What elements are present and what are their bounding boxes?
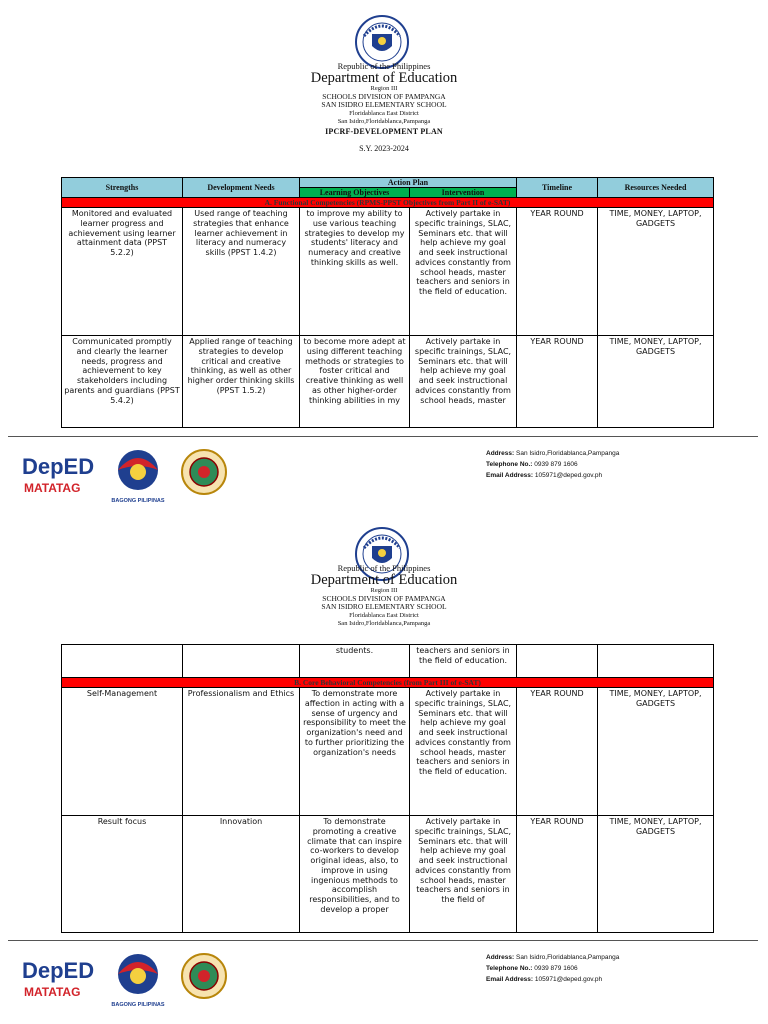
table-row [62,816,714,933]
phone-value: 0939 879 1606 [534,965,578,972]
region-text: Region III [370,587,398,595]
district-text: Floridablanca East District [349,109,419,117]
address-value: San Isidro,Floridablanca,Pampanga [516,450,620,457]
school-year: S.Y. 2023-2024 [359,143,409,153]
section-a-banner: A. Functional Competencies (RPMS-PPST Objectives from Part II of e-SAT) [62,198,714,208]
cell-resources: TIME, MONEY, LAPTOP, GADGETS [598,816,714,933]
cell-objective: to improve my ability to use various teaching strategies to develop my students' literacy and numeracy and creative thinking skills as well. [300,208,410,336]
footer-logos [20,446,230,506]
logo-matatag-text: MATATAG [24,985,81,999]
logo-matatag-text: MATATAG [24,481,81,495]
cell-strength: Self-Management [62,688,183,816]
cell-objective: to become more adept at using different teaching methods or strategies to foster critical and creative thinking as well as other higher-order thinking abilities in my [300,336,410,428]
bagong-pilipinas-logo-icon [111,450,165,504]
cell-resources [598,645,714,678]
cell-resources: TIME, MONEY, LAPTOP, GADGETS [598,688,714,816]
cell-objective: To demonstrate more affection in acting with a sense of urgency and responsibility to meet the organization's need and to further prioritizing the organization's needs [300,688,410,816]
cell-objective: students. [300,645,410,678]
cell-strength: Communicated promptly and clearly the learner needs, progress and achievement to key stakeholders including parents and guardians (PPST 5.4.2) [62,336,183,428]
logo-deped-text: DepED [22,958,95,983]
cell-intervention: Actively partake in specific trainings, SLAC, Seminars etc. that will help achieve my goal and seek instructional advices constantly from school heads, master teachers and seniors in the field of education. [410,208,517,336]
email-value: 105971@deped.gov.ph [534,472,603,479]
cell-timeline: YEAR ROUND [517,816,598,933]
cell-intervention: Actively partake in specific trainings, SLAC, Seminars etc. that will help achieve my goal and seek instructional advices constantly from school heads, master teachers and seniors in the field of education. [410,688,517,816]
table-row [62,688,714,816]
republic-text: Republic of the Philippines [337,563,431,573]
header-intervention: Intervention [410,188,517,198]
header-learning-objectives: Learning Objectives [300,188,410,198]
department-title: Department of Education [310,571,458,588]
plan-title: IPCRF-DEVELOPMENT PLAN [325,127,443,137]
school-seal-icon [182,954,226,998]
division-text: SCHOOLS DIVISION OF PAMPANGA [322,593,446,603]
school-text: SAN ISIDRO ELEMENTARY SCHOOL [321,99,447,109]
cell-strength [62,645,183,678]
phone-label: Telephone No.: [486,461,533,468]
cell-timeline: YEAR ROUND [517,688,598,816]
cell-strength: Result focus [62,816,183,933]
table-row [62,208,714,336]
header-strengths: Strengths [62,178,183,198]
cell-need: Applied range of teaching strategies to develop critical and creative thinking, as well as other higher order thinking skills (PPST 1.5.2) [183,336,300,428]
address-label: Address: [486,954,515,961]
document-page-2 [0,512,768,1024]
section-b-banner: B. Core Behavioral Competencies (from Part III of e-SAT) [62,678,714,688]
location-text: San Isidro,Floridablanca,Pampanga [337,619,431,627]
cell-intervention: teachers and seniors in the field of education. [410,645,517,678]
address-value: San Isidro,Floridablanca,Pampanga [516,954,620,961]
phone-label: Telephone No.: [486,965,533,972]
cell-timeline: YEAR ROUND [517,336,598,428]
deped-matatag-logo-icon [22,454,94,495]
cell-need: Innovation [183,816,300,933]
header-timeline: Timeline [517,178,598,198]
address-label: Address: [486,450,515,457]
cell-timeline [517,645,598,678]
development-plan-table-continued [61,644,714,933]
header-action-plan: Action Plan [300,178,517,188]
region-text: Region III [370,85,398,93]
contact-block [486,952,619,985]
development-plan-table [61,177,714,428]
location-text: San Isidro,Floridablanca,Pampanga [337,117,431,125]
contact-block [486,448,619,481]
cell-need: Used range of teaching strategies that enhance learner achievement in literacy and numeracy skills (PPST 1.4.2) [183,208,300,336]
department-title: Department of Education [310,69,458,86]
table-row [62,336,714,428]
cell-resources: TIME, MONEY, LAPTOP, GADGETS [598,336,714,428]
email-value: 105971@deped.gov.ph [534,976,603,983]
header-resources: Resources Needed [598,178,714,198]
header-development-needs: Development Needs [183,178,300,198]
school-seal-icon [182,450,226,494]
footer-divider [8,436,758,437]
letterhead [0,564,768,627]
email-label: Email Address: [486,472,534,479]
cell-intervention: Actively partake in specific trainings, SLAC, Seminars etc. that will help achieve my goal and seek instructional advices constantly from school heads, master [410,336,517,428]
letterhead [0,62,768,153]
email-label: Email Address: [486,976,534,983]
cell-intervention: Actively partake in specific trainings, SLAC, Seminars etc. that will help achieve my goal and seek instructional advices constantly from school heads, master teachers and seniors in the field of [410,816,517,933]
cell-need: Professionalism and Ethics [183,688,300,816]
logo-deped-text: DepED [22,454,95,479]
phone-value: 0939 879 1606 [534,461,578,468]
bagong-pilipinas-logo-icon [111,954,165,1008]
school-text: SAN ISIDRO ELEMENTARY SCHOOL [321,601,447,611]
cell-strength: Monitored and evaluated learner progress and achievement using learner attainment data (PPST 5.2.2) [62,208,183,336]
footer-divider [8,940,758,941]
cell-objective: To demonstrate promoting a creative climate that can inspire co-workers to develop original ideas, also, to improve in using ingenious methods to accomplish responsibilities, and to develop a proper [300,816,410,933]
division-text: SCHOOLS DIVISION OF PAMPANGA [322,91,446,101]
table-row [62,645,714,678]
cell-need [183,645,300,678]
deped-matatag-logo-icon [22,958,94,999]
district-text: Floridablanca East District [349,611,419,619]
logo-bagong-text: BAGONG PILIPINAS [111,1002,165,1008]
cell-resources: TIME, MONEY, LAPTOP, GADGETS [598,208,714,336]
logo-bagong-text: BAGONG PILIPINAS [111,498,165,504]
republic-text: Republic of the Philippines [337,61,431,71]
cell-timeline: YEAR ROUND [517,208,598,336]
footer-logos [20,950,230,1010]
